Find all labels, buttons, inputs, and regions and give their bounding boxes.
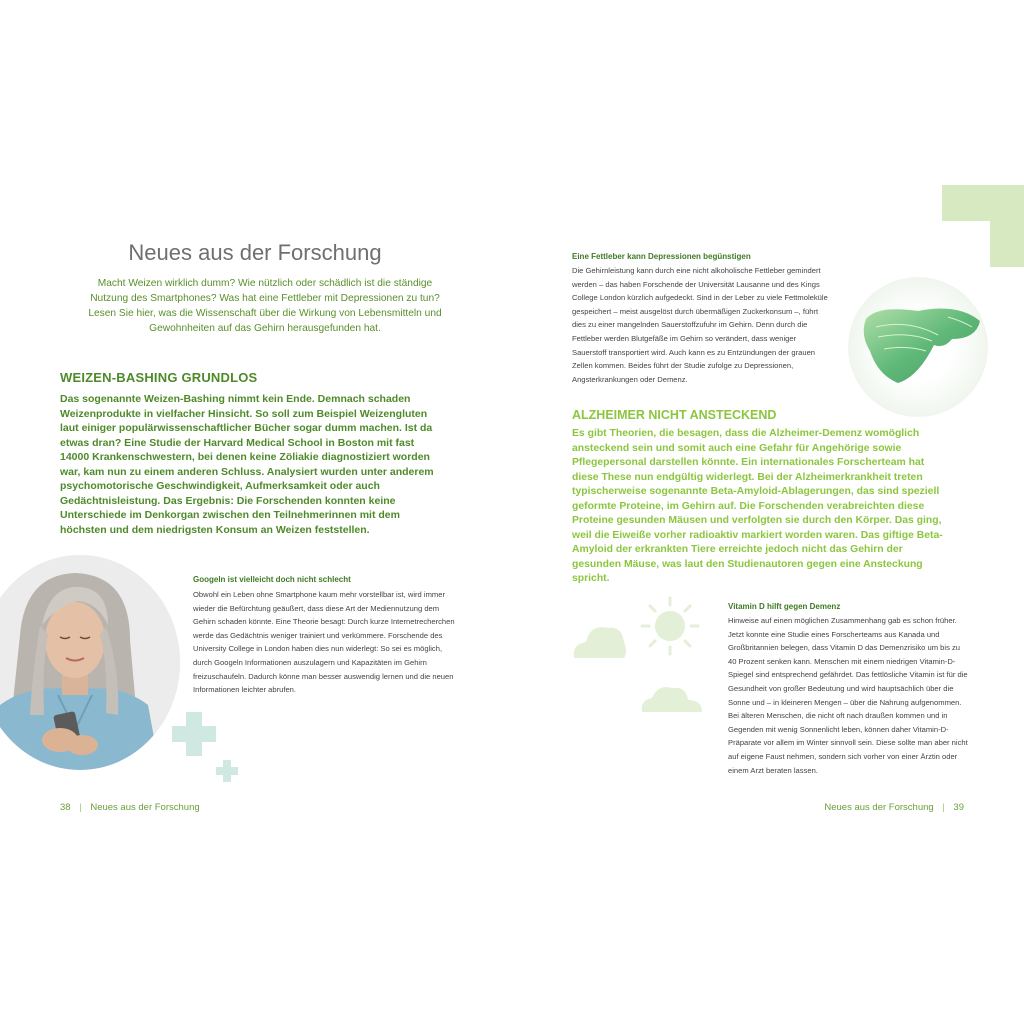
alzheimer-paragraph: Es gibt Theorien, die besagen, dass die Alzheimer-Demenz womöglich ansteckend sein und somit auch eine Gefahr für Angehörige sowie Pflegepersonal darstellen könnte. Ein internationales Forscherteam hat diese These nun endgültig widerlegt. Bei der Alzheimerkrankheit treten typischerweise sogenannte Beta-Amyloid-Ablagerungen, das sind speziell geformte Proteine, im Gehirn auf. Die Forschenden verabreichten diese Proteine gesunden Mäusen und verfolgten sie durch den Körper. Das ging, weil die Eiweiße vorher radioaktiv markiert worden waren. Das giftige Beta-Amyloid der erkrankten Tiere erreichte jedoch nicht das Gehirn der gesunden Mäuse, was laut den Studienautoren gegen eine Ansteckung spricht. (572, 428, 943, 584)
corner-decoration (942, 185, 1024, 267)
vitamin-d-paragraph: Hinweise auf einen möglichen Zusammenhang gab es schon früher. Jetzt konnte eine Studie eines Forscherteams aus Kanada und Großbritannien belegen, dass Vitamin D das Demenzrisiko um bis zu 40 Prozent senken kann. Menschen mit einem niedrigen Vitamin-D-Spiegel sind entsprechend gefährdet. Das fettlösliche Vitamin ist für die Gesundheit von großer Bedeutung und wird hauptsächlich über die Sonne und – in kleineren Mengen – über die Nahrung aufgenommen. Bei älteren Menschen, die nicht oft nach draußen kommen und in Gegenden mit wenig Sonnenlicht leben, können daher Vitamin-D-Präparate vor allem im Winter sinnvoll sein. Diese sollte man aber nicht auf eigene Faust nehmen, sondern sich vorher von einer Ärztin oder einem Arzt beraten lassen. (728, 616, 968, 775)
folio-separator: | (942, 802, 945, 813)
intro-text: Macht Weizen wirklich dumm? Wie nützlich oder schädlich ist die ständige Nutzung des Smartphones? Was hat eine Fettleber mit Depressionen zu tun? Lesen Sie hier, was die Wissenschaft über die Wirkung von Lebensmitteln und Gewohnheiten auf das Gehirn herausgefunden hat. (88, 278, 442, 334)
vitamin-d-heading: Vitamin D hilft gegen Demenz (728, 602, 841, 611)
weizen-heading: WEIZEN-BASHING GRUNDLOS (60, 370, 258, 385)
page-number: 39 (953, 802, 964, 813)
page-title: Neues aus der Forschung (128, 240, 382, 265)
alzheimer-heading: ALZHEIMER NICHT ANSTECKEND (572, 408, 777, 422)
page-number: 38 (60, 802, 71, 813)
liver-illustration (848, 277, 988, 417)
sun-icon (642, 598, 698, 654)
google-paragraph: Obwohl ein Leben ohne Smartphone kaum mehr vorstellbar ist, wird immer wieder die Befürchtung geäußert, dass diese Art der Mediennutzung dem Gehirn schaden könnte. Eine Theorie besagt: Durch kurze Internetrecherchen werde das Gedächtnis weniger trainiert und verkümmere. Forschende des University College in London haben dies nun widerlegt: So sei es möglich, durch Googeln Informationen auszulagern und Kapazitäten im Gehirn freizuschaufeln. Dadurch könne man besser auswendig lernen und die neuen Informationen leichter abrufen. (193, 590, 455, 695)
running-title: Neues aus der Forschung (90, 802, 200, 813)
google-heading: Googeln ist vielleicht doch nicht schlecht (193, 575, 351, 584)
weizen-paragraph: Das sogenannte Weizen-Bashing nimmt kein Ende. Demnach schaden Weizenprodukte in vielfacher Hinsicht. So soll zum Beispiel Weizengluten laut einiger populärwissenschaftlicher Bücher sogar dumm machen. Ist da etwas dran? Eine Studie der Harvard Medical School in Boston mit fast 14000 Krankenschwestern, bei denen keine Zöliakie diagnostiziert worden war, kam nun zu einem anderen Schluss. Analysiert wurden unter anderem psychomotorische Geschwindigkeit, Aufmerksamkeit oder auch Gedächtnisleistung. Das Ergebnis: Die Forschenden konnten keine Unterschiede im Denkorgan zwischen den Teilnehmerinnen mit dem höchsten und dem niedrigsten Konsum an Weizen feststellen. (60, 393, 434, 536)
woman-with-smartphone-photo (0, 555, 180, 770)
folio-right (824, 802, 964, 813)
plus-decor-icon (168, 708, 248, 788)
cloud-icon (574, 627, 626, 658)
cloud-icon (642, 687, 702, 712)
folio-left (60, 802, 200, 813)
fettleber-heading: Eine Fettleber kann Depressionen begünstigen (572, 252, 751, 261)
running-title: Neues aus der Forschung (824, 802, 934, 813)
fettleber-paragraph: Die Gehirnleistung kann durch eine nicht alkoholische Fettleber gemindert werden – das haben Forschende der Universität Lausanne und des Kings College London kürzlich aufgedeckt. Sind in der Leber zu viele Fettmoleküle gespeichert – meist ausgelöst durch übermäßigen Zuckerkonsum –, führt dies zu einer mangelnden Sauerstoffzufuhr im Gehirn. Denn durch die Fettleber werden Blutgefäße im Gehirn so verändert, dass weniger Sauerstoff transportiert wird. Auch kann es zu Entzündungen der grauen Zellen kommen. Beides führt der Studie zufolge zu Depressionen, Angsterkrankungen oder Demenz. (572, 266, 828, 384)
folio-separator: | (79, 802, 82, 813)
sun-cloud-illustration (568, 596, 708, 716)
